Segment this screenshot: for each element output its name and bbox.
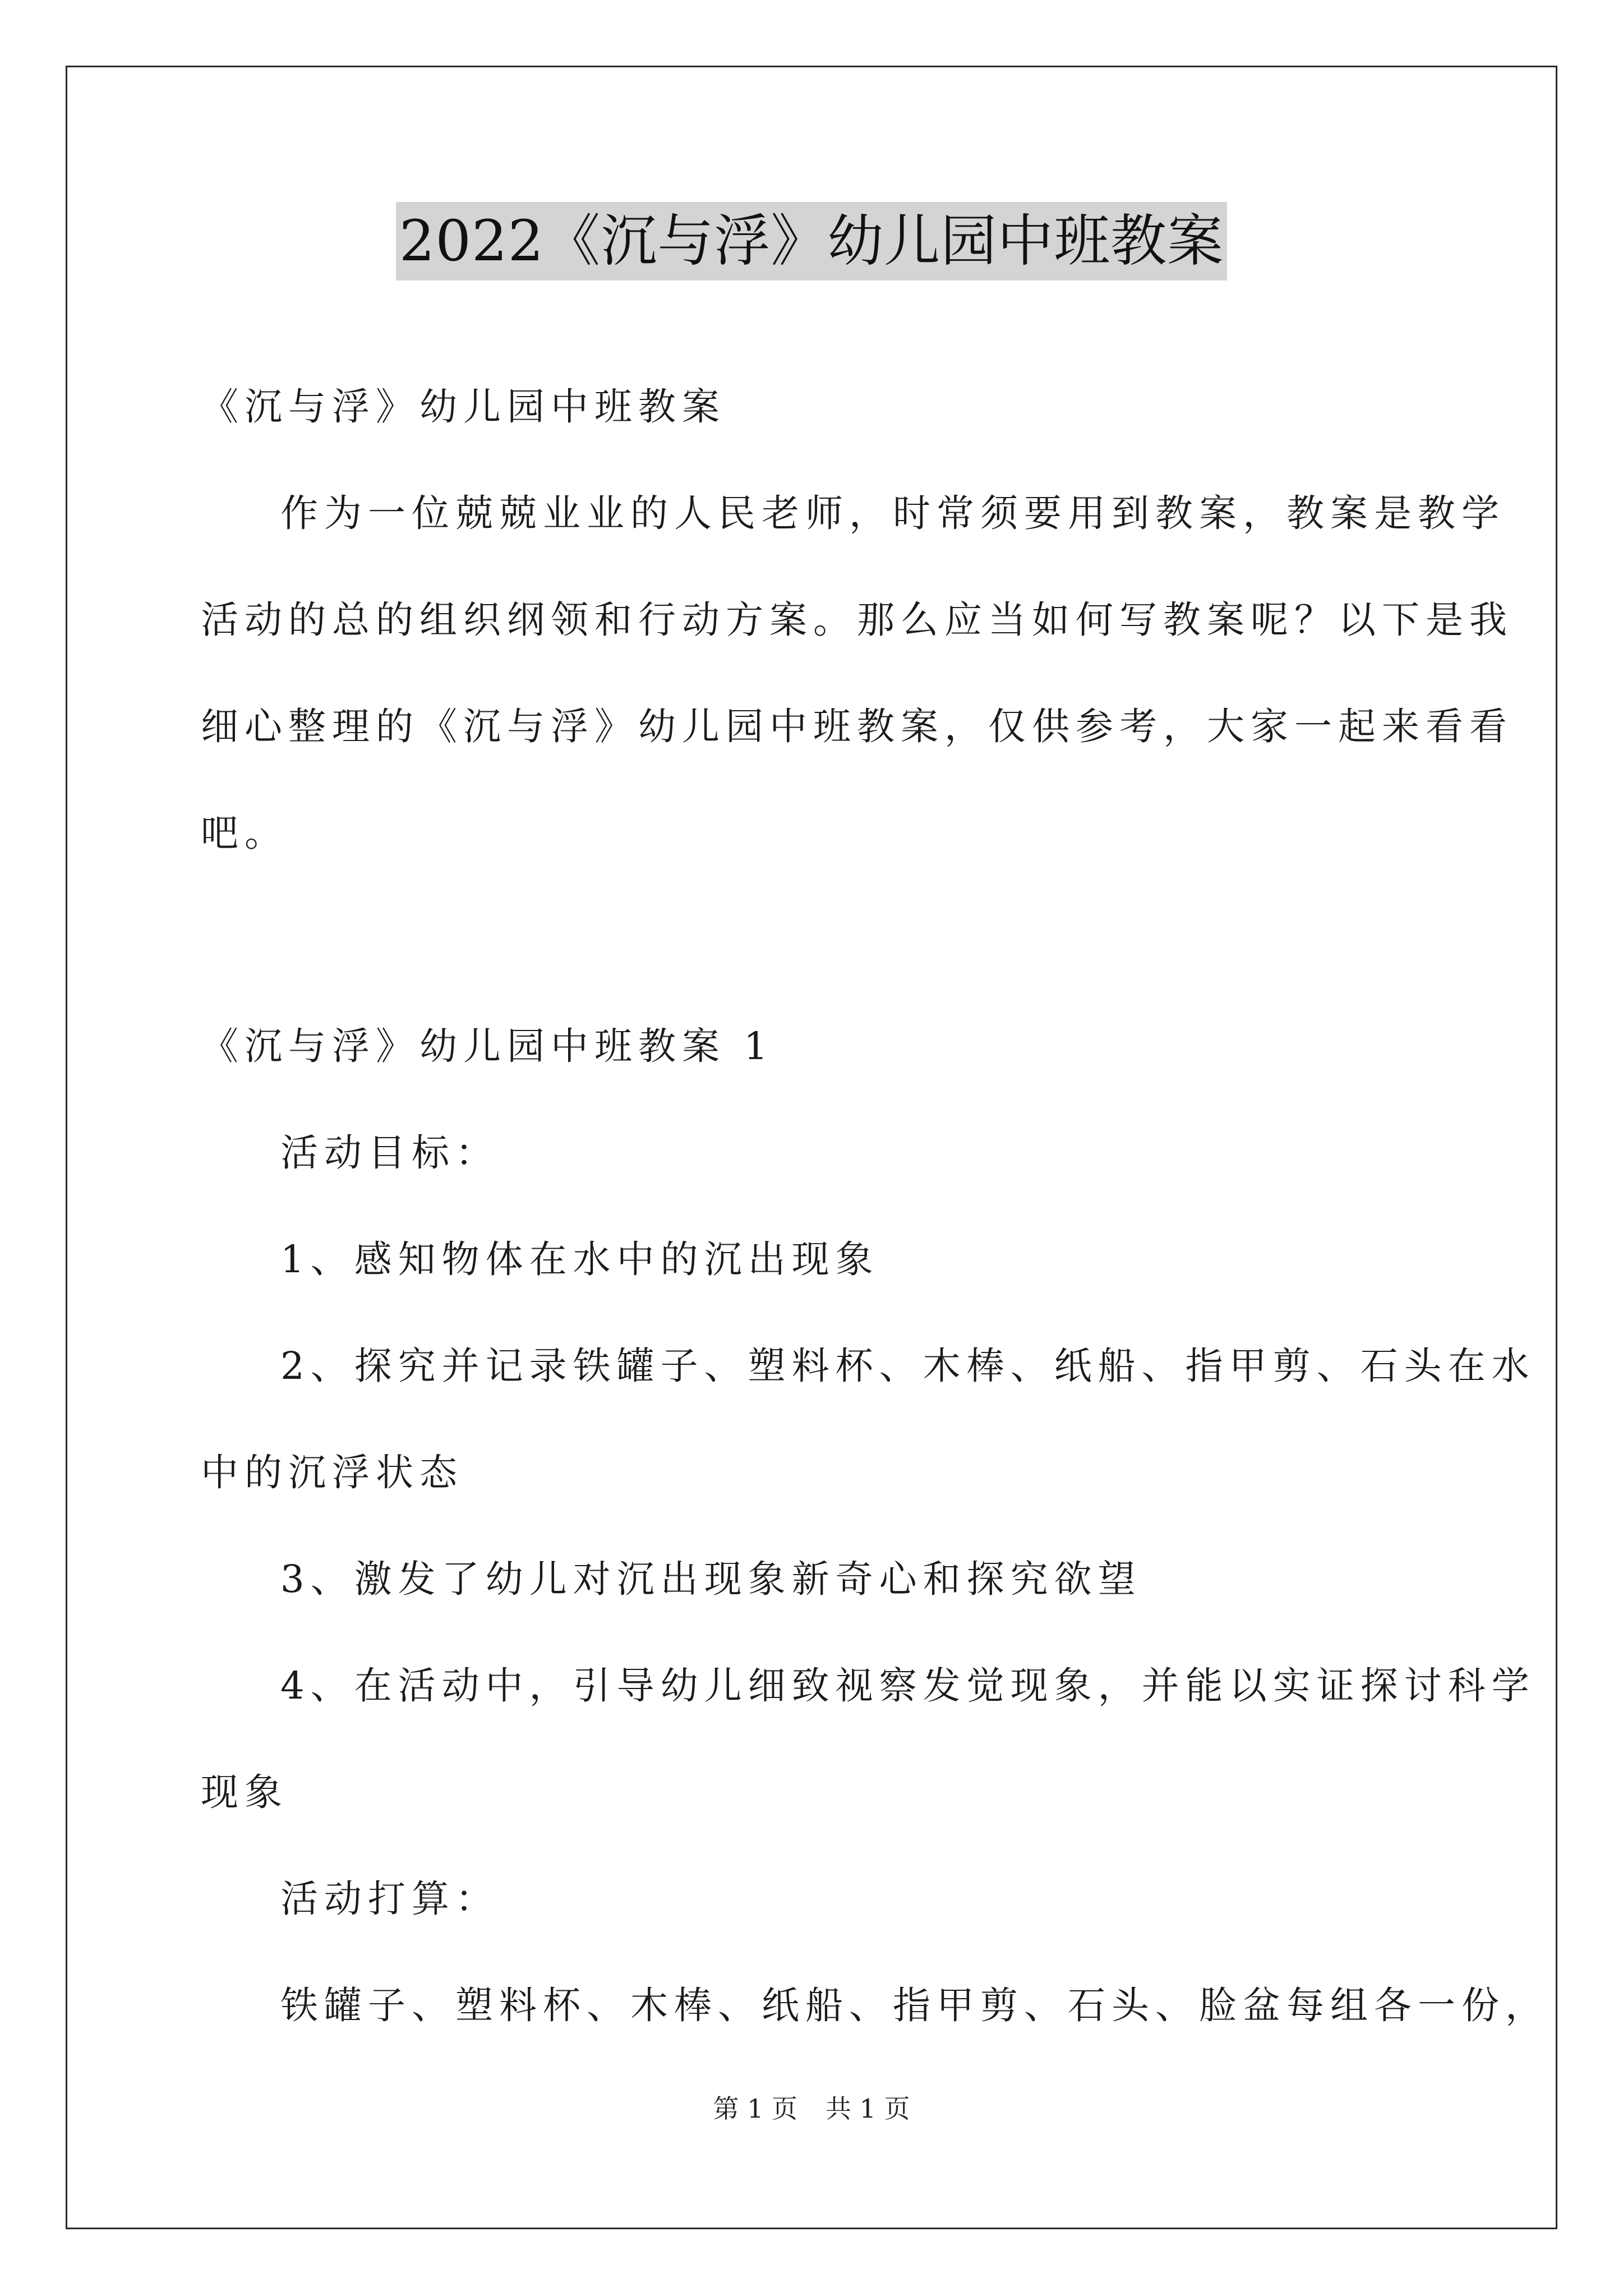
paragraph-line: 铁罐子、塑料杯、木棒、纸船、指甲剪、石头、脸盆每组各一份，	[280, 1984, 1549, 2027]
list-item-continuation: 中的沉浮状态	[201, 1451, 463, 1494]
list-item: 3、激发了幼儿对沉出现象新奇心和探究欲望	[280, 1557, 1142, 1601]
list-item: 2、探究并记录铁罐子、塑料杯、木棒、纸船、指甲剪、石头在水	[280, 1344, 1536, 1388]
section-heading: 《沉与浮》幼儿园中班教案 1	[201, 1024, 774, 1068]
list-item: 4、在活动中，引导幼儿细致视察发觉现象，并能以实证探讨科学	[280, 1664, 1536, 1708]
page-footer	[0, 2088, 1623, 2125]
page-number: 第 1 页	[713, 2093, 797, 2124]
title-container	[0, 202, 1623, 280]
document-title: 2022《沉与浮》幼儿园中班教案	[396, 202, 1228, 280]
blank-line	[201, 886, 1435, 993]
subtitle-line: 《沉与浮》幼儿园中班教案	[201, 385, 726, 429]
list-item: 1、感知物体在水中的沉出现象	[280, 1237, 879, 1281]
paragraph-line: 细心整理的《沉与浮》幼儿园中班教案，仅供参考，大家一起来看看	[201, 705, 1513, 748]
subheading-goals: 活动目标：	[280, 1131, 499, 1175]
paragraph-line: 作为一位兢兢业业的人民老师，时常须要用到教案，教案是教学	[280, 491, 1505, 535]
paragraph-line: 吧。	[201, 811, 288, 855]
paragraph-line: 活动的总的组织纲领和行动方案。那么应当如何写教案呢？以下是我	[201, 598, 1513, 642]
subheading-preparation: 活动打算：	[280, 1877, 499, 1921]
list-item-continuation: 现象	[201, 1770, 288, 1814]
page-total: 共 1 页	[826, 2093, 910, 2124]
document-body	[201, 353, 1549, 2059]
